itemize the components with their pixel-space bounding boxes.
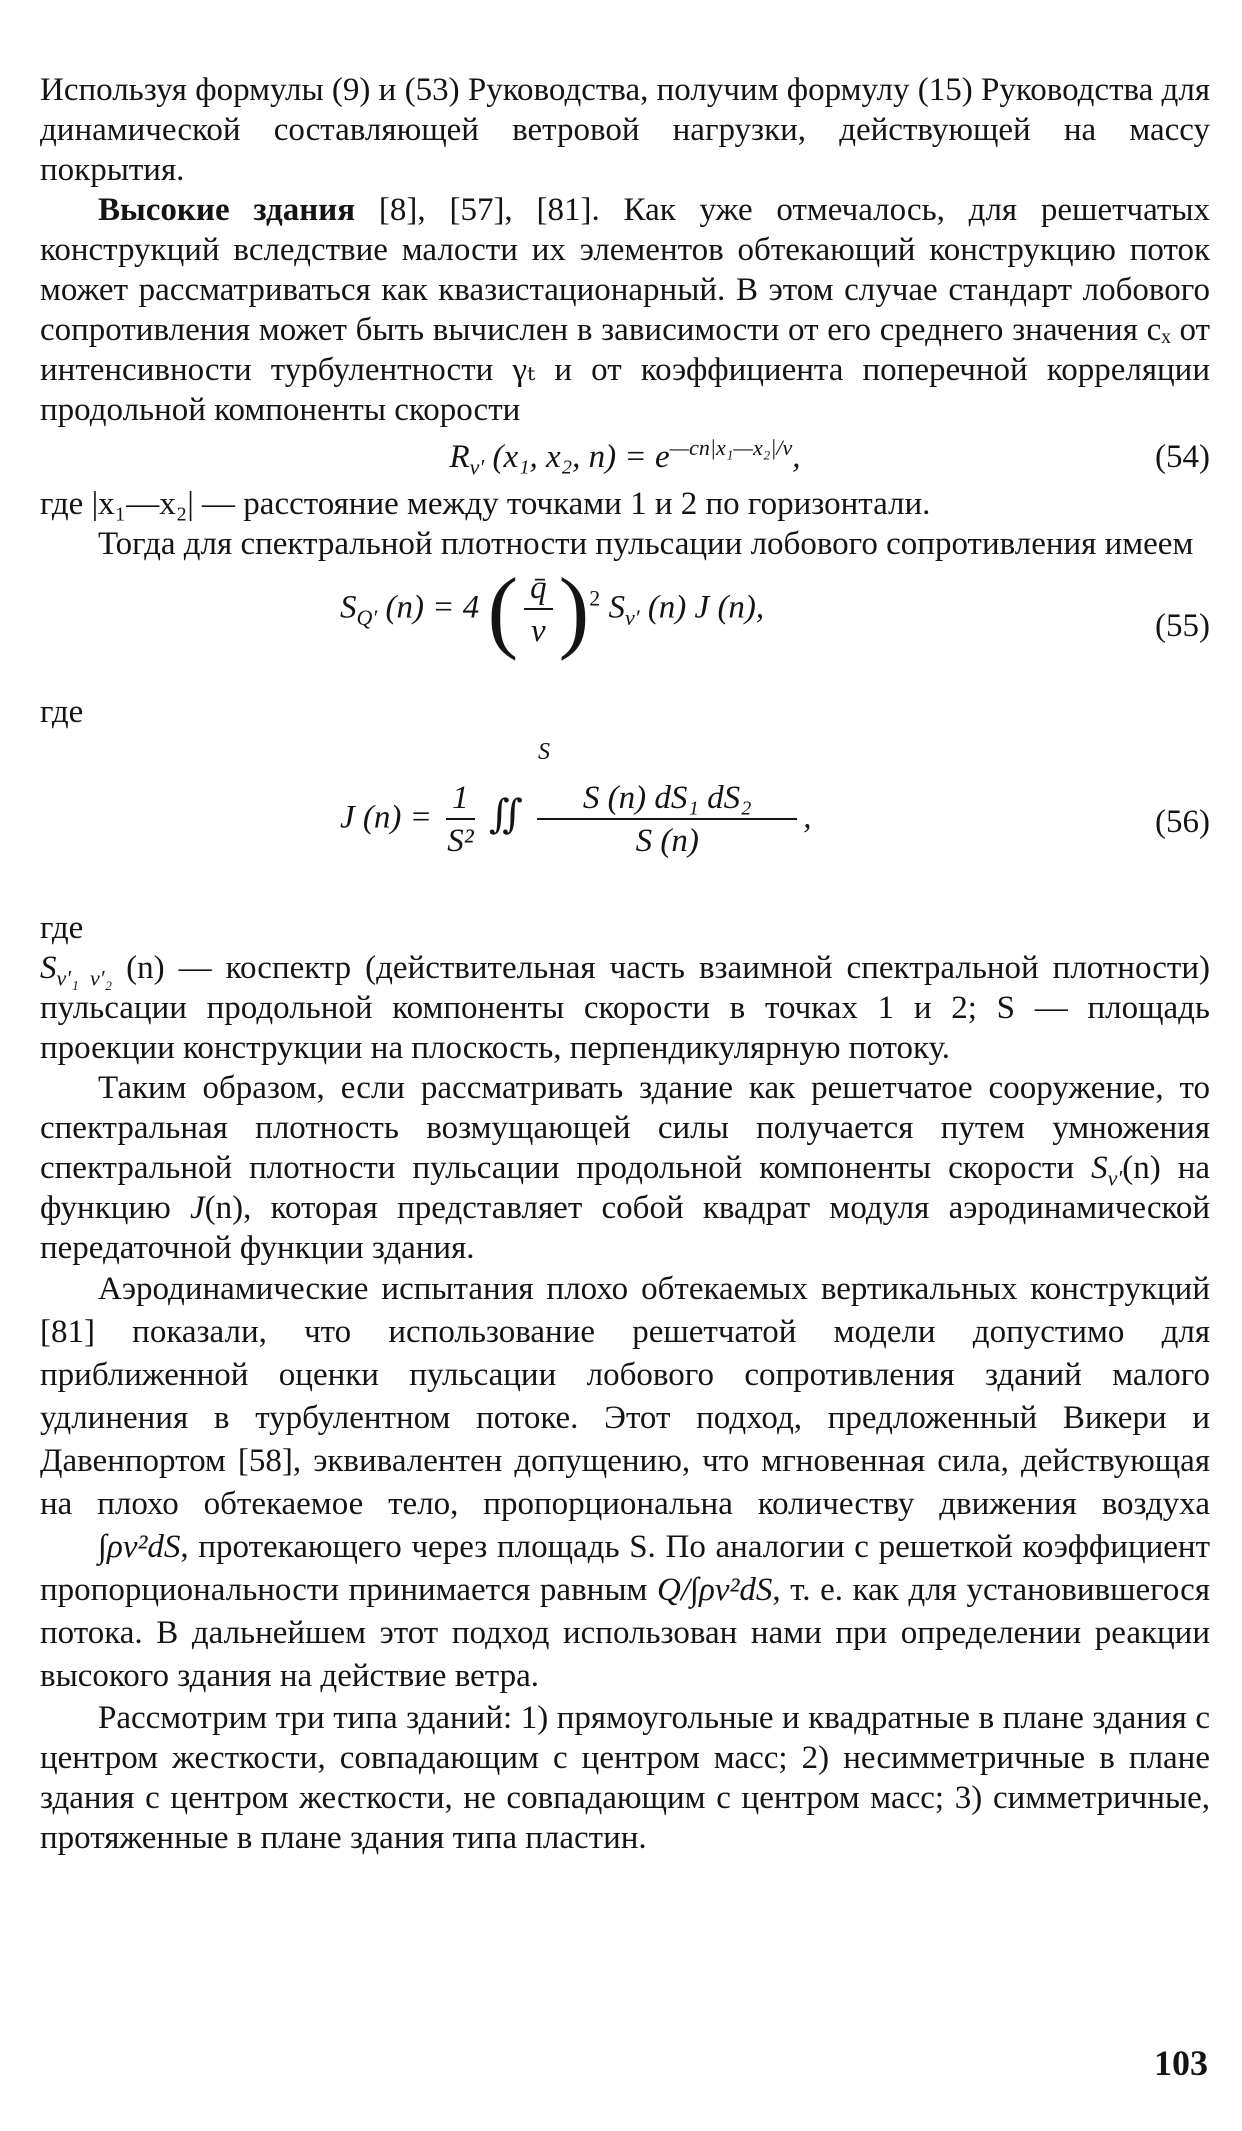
eq55-frac-num: q̄ xyxy=(524,568,553,610)
paragraph-1: Используя формулы (9) и (53) Руководства, получим формулу (15) Руководства для динамической составляющей ветровой нагрузки, действующей на массу покрытия. xyxy=(40,72,1210,188)
paragraph-2-text: [8], [57], [81]. Как уже отмечалось, для решетчатых конструкций вследствие малости их элементов обтекающий конструкцию поток может рассматриваться как квазистационарный. В этом случае стандарт лобового сопротивления может быть вычислен в зависимости от его среднего значения cₓ от интенсивности турбулентности γₜ и от коэффициента поперечной корреляции продольной компоненты скорости xyxy=(40,192,1211,428)
proportionality-integral: Q/∫ρv²dS xyxy=(657,1572,773,1608)
equation-56: J (n) = $\frac{1}{\text{S²}}$ ∬ $\frac{\text{S (n) dS₁ dS₂}}{S (n)}$ , S (56) xyxy=(40,732,1210,908)
label-where-1: где xyxy=(40,694,84,730)
equation-55: $S_{Q'}$ (n) = 4 ( $\frac{q̄}{v}$ )$^2$ $S_{v'}$ (n) J (n), (55) xyxy=(340,559,1210,661)
eq56-frac1-num: 1 xyxy=(446,778,475,820)
eq56-frac2-num: S (n) dS₁ dS₂ xyxy=(537,778,797,820)
p5-part-a: Таким образом, если рассматривать здание как решетчатое сооружение, то спектральная плотность возмущающей силы получается путем умножения спектральной плотности пульсации продольной компоненты скорости xyxy=(40,1070,1210,1186)
equation-number-55: (55) xyxy=(1155,608,1210,644)
eq55-mid: (n) = 4 xyxy=(385,589,480,626)
page-number: 103 xyxy=(1154,2043,1208,2083)
p5-part-c: (n), которая представляет собой квадрат модуля аэродинамической передаточной функции здания. xyxy=(40,1190,1210,1266)
equation-54: $R_{v'}$ (x₁, x₂, $n) = e^{—cn|x_1—x_2|/v}$, (54) xyxy=(40,430,1210,484)
eq55-lhs: S xyxy=(340,589,357,626)
paragraph-lattice: Таким образом, если рассматривать здание как решетчатое сооружение, то спектральная плотность возмущающей силы получается путем умножения спектральной плотности пульсации продольной компоненты скорости $S_{v'}(n)$ на функцию J(n), которая представляет собой квадрат модуля аэродинамической передаточной функции здания. xyxy=(40,1070,1210,1266)
eq54-lhs: R xyxy=(449,439,470,475)
momentum-integral: ∫ρv²dS xyxy=(98,1529,181,1565)
eq55-tail: (n) J (n), xyxy=(647,589,765,626)
eq55-rhs: S xyxy=(608,589,625,626)
paragraph-aerodynamic-tests xyxy=(40,1268,1210,1698)
eq56-lhs: J (n) = xyxy=(340,799,432,836)
double-integral-icon: ∬ xyxy=(488,791,523,837)
equation-number-54: (54) xyxy=(1155,439,1210,475)
eq54-body: (x₁, x₂, n) = e xyxy=(492,439,670,475)
eq56-frac1-den: S² xyxy=(447,823,474,859)
eq54-exponent: —cn|x₁—x₂|/v xyxy=(669,435,793,460)
heading-tall-buildings: Высокие здания xyxy=(98,192,356,228)
eq55-frac-den: v xyxy=(531,613,546,649)
paragraph-distance: где |x₁—x₂| — расстояние между точками 1 и 2 по горизонтали. xyxy=(40,486,931,522)
eq56-frac2-den: S (n) xyxy=(635,823,699,859)
p5-part-b: (n) на функцию xyxy=(40,1150,1210,1226)
page-body xyxy=(40,70,1210,1858)
equation-number-56: (56) xyxy=(1155,804,1210,840)
paragraph-tall-buildings xyxy=(40,190,1210,430)
paragraph-building-types: Рассмотрим три типа зданий: 1) прямоугольные и квадратные в плане здания с центром жесткости, совпадающим с центром масс; 2) несимметричные в плане здания с центром жесткости, не совпадающим с центром масс; 3) симметричные, протяженные в плане здания типа пластин. xyxy=(40,1700,1210,1856)
label-where-2: где xyxy=(40,910,84,946)
p6-part-a: Аэродинамические испытания плохо обтекаемых вертикальных конструкций [81] показали, что использование решетчатой модели допустимо для приближенной оценки пульсации лобового сопротивления зданий малого удлинения в турбулентном потоке. Этот подход, предложенный Викери и Давенпортом [58], эквивалентен допущению, что мгновенная сила, действующая на плохо обтекаемое тело, пропорциональна количеству движения воздуха xyxy=(40,1271,1210,1522)
p6-part-b: , протекающего через площадь S. По аналогии с решеткой коэффициент пропорциональности принимается равным xyxy=(40,1529,1210,1608)
p6-part-c: , т. е. как для установившегося потока. В дальнейшем этот подход использован нами при определении реакции высокого здания на действие ветра. xyxy=(40,1572,1210,1694)
paragraph-spectral: Тогда для спектральной плотности пульсации лобового сопротивления имеем xyxy=(98,526,1194,562)
cospectrum-definition: (n) — коспектр (действительная часть взаимной спектральной плотности) пульсации продольной компоненты скорости в точках 1 и 2; S — площадь проекции конструкции на плоскость, перпендикулярную потоку. xyxy=(40,950,1210,1066)
cospectrum-symbol: $S_{v'_1 v'_2}$ xyxy=(40,950,113,991)
paragraph-cospectrum xyxy=(40,948,1210,1068)
eq56-limit: S xyxy=(538,739,550,765)
